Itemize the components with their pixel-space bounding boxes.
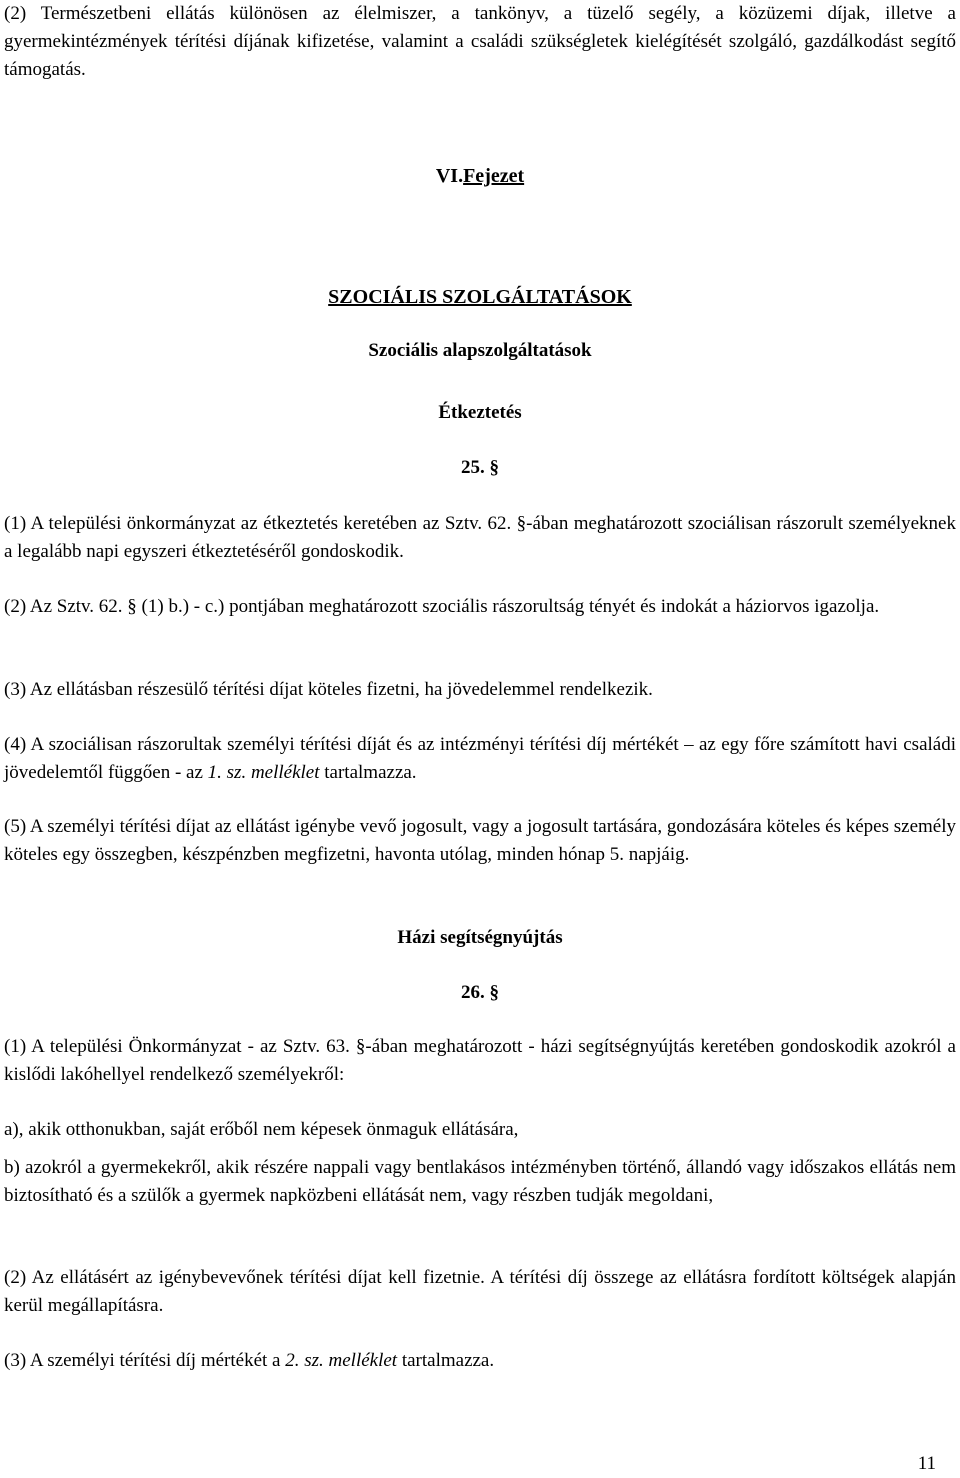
annex-2-reference: 2. sz. melléklet [285, 1350, 398, 1371]
page-number: 11 [917, 1453, 936, 1474]
intro-paragraph: (2) Természetbeni ellátás különösen az élelmiszer, a tankönyv, a tüzelő segély, a közüzemi díjak, illetve a gyermekintézmények térítési díjának kifizetése, valamint a családi szükségletek kielégítését szolgáló, gazdálkodást segítő támogatás. [4, 3, 956, 80]
paragraph-26-1: (1) A települési Önkormányzat - az Sztv. 63. §-ában meghatározott - házi segítségnyújtás keretében gondoskodik azokról a kislődi lakóhellyel rendelkező személyekről: [4, 1036, 956, 1085]
chapter-heading [4, 162, 956, 190]
paragraph-26-a: a), akik otthonukban, saját erőből nem képesek önmaguk ellátására, [4, 1119, 519, 1140]
section-heading-etkeztetes: Étkeztetés [438, 402, 522, 423]
paragraph-26-3-tail: tartalmazza. [397, 1350, 495, 1371]
paragraph-26-2: (2) Az ellátásért az igénybevevőnek térítési díjat kell fizetnie. A térítési díj összege az ellátásra fordított költségek alapján kerül megállapításra. [4, 1267, 956, 1316]
section-symbol: § [489, 982, 499, 1003]
chapter-label: Fejezet [463, 165, 525, 187]
paragraph-25-1: (1) A települési önkormányzat az étkeztetés keretében az Sztv. 62. §-ában meghatározott szociálisan rászorult személyeknek a legalább napi egyszeri étkeztetéséről gondoskodik. [4, 513, 956, 562]
section-heading-hazi: Házi segítségnyújtás [397, 927, 563, 948]
section-number: 26. [461, 982, 485, 1003]
paragraph-25-4-tail: tartalmazza. [319, 762, 417, 783]
section-number: 25. [461, 457, 485, 478]
paragraph-25-2: (2) Az Sztv. 62. § (1) b.) - c.) pontjában meghatározott szociális rászorultság tényét és indokát a háziorvos igazolja. [4, 596, 880, 617]
paragraph-26-b: b) azokról a gyermekekről, akik részére nappali vagy bentlakásos intézményben történő, állandó vagy időszakos ellátás nem biztosítható és a szülők a gyermek napközbeni ellátását nem, vagy részben tudják megoldani, [4, 1157, 956, 1206]
paragraph-26-3-text: (3) A személyi térítési díj mértékét a [4, 1350, 286, 1371]
paragraph-25-3: (3) Az ellátásban részesülő térítési díjat köteles fizetni, ha jövedelemmel rendelkezik. [4, 679, 653, 700]
chapter-title: SZOCIÁLIS SZOLGÁLTATÁSOK [328, 286, 632, 308]
chapter-subtitle: Szociális alapszolgáltatások [368, 340, 592, 361]
chapter-number: VI. [435, 165, 464, 187]
annex-1-reference: 1. sz. melléklet [207, 762, 320, 783]
paragraph-25-5: (5) A személyi térítési díjat az ellátást igénybe vevő jogosult, vagy a jogosult tartására, gondozására köteles és képes személy köteles egy összegben, készpénzben megfizetni, havonta utólag, minden hónap 5. napjáig. [4, 816, 956, 865]
section-26-heading [4, 979, 956, 1007]
paragraph-26-3 [4, 1347, 956, 1375]
paragraph-25-4-text: (4) A szociálisan rászorultak személyi térítési díját és az intézményi térítési díj mértékét – az egy főre számított havi családi jövedelemtől függően - az [4, 734, 956, 783]
paragraph-25-4 [4, 731, 956, 787]
section-25-heading [4, 454, 956, 482]
section-symbol: § [489, 457, 499, 478]
